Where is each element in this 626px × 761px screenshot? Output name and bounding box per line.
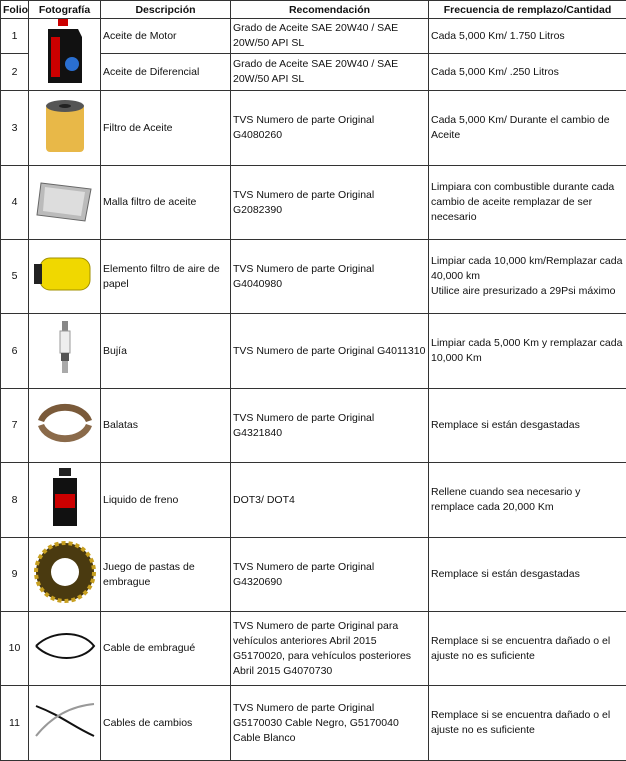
folio-cell: 6 — [1, 314, 29, 389]
recommendation-cell: TVS Numero de parte Original G4040980 — [231, 240, 429, 314]
frequency-cell: Remplace si se encuentra dañado o el ajuste no es suficiente — [429, 686, 626, 761]
frequency-cell: Remplace si están desgastadas — [429, 538, 626, 612]
header-recommendation: Recomendación — [231, 1, 429, 19]
photo-cell — [29, 389, 101, 463]
recommendation-cell: TVS Numero de parte Original G5170030 Cable Negro, G5170040 Cable Blanco — [231, 686, 429, 761]
description-cell: Bujía — [101, 314, 231, 389]
recommendation-cell: TVS Numero de parte Original G4321840 — [231, 389, 429, 463]
photo-cell — [29, 612, 101, 686]
recommendation-cell: DOT3/ DOT4 — [231, 463, 429, 538]
header-frequency: Frecuencia de remplazo/Cantidad — [429, 1, 626, 19]
folio-cell: 4 — [1, 166, 29, 240]
table-row — [1, 538, 626, 612]
recommendation-cell: TVS Numero de parte Original G2082390 — [231, 166, 429, 240]
header-description: Descripción — [101, 1, 231, 19]
folio-cell: 8 — [1, 463, 29, 538]
recommendation-cell: TVS Numero de parte Original G4320690 — [231, 538, 429, 612]
table-row — [1, 463, 626, 538]
photo-cell — [29, 538, 101, 612]
frequency-cell: Limpiar cada 5,000 Km y remplazar cada 10,000 Km — [429, 314, 626, 389]
photo-cell — [29, 686, 101, 761]
folio-cell: 3 — [1, 91, 29, 166]
shift-cables-image — [32, 696, 98, 751]
folio-cell: 11 — [1, 686, 29, 761]
frequency-cell: Cada 5,000 Km/ .250 Litros — [429, 54, 626, 91]
brake-shoes-image — [32, 396, 98, 455]
photo-cell — [29, 19, 101, 91]
header-photo: Fotografía — [29, 1, 101, 19]
folio-cell: 10 — [1, 612, 29, 686]
description-cell: Malla filtro de aceite — [101, 166, 231, 240]
description-cell: Cables de cambios — [101, 686, 231, 761]
photo-cell — [29, 314, 101, 389]
table-row — [1, 166, 626, 240]
oil-filter-image — [40, 96, 90, 161]
frequency-cell: Rellene cuando sea necesario y remplace cada 20,000 Km — [429, 463, 626, 538]
table-row — [1, 686, 626, 761]
photo-cell — [29, 463, 101, 538]
clutch-plates-image — [32, 541, 98, 608]
brake-fluid-bottle-image — [45, 468, 85, 533]
spark-plug-image — [55, 319, 75, 384]
folio-cell: 7 — [1, 389, 29, 463]
header-row — [1, 1, 626, 19]
recommendation-cell: Grado de Aceite SAE 20W40 / SAE 20W/50 API SL — [231, 54, 429, 91]
description-cell: Elemento filtro de aire de papel — [101, 240, 231, 314]
recommendation-cell: TVS Numero de parte Original G4011310 — [231, 314, 429, 389]
clutch-cable-image — [32, 626, 98, 671]
description-cell: Liquido de freno — [101, 463, 231, 538]
table-row — [1, 91, 626, 166]
photo-cell — [29, 166, 101, 240]
description-cell: Aceite de Diferencial — [101, 54, 231, 91]
description-cell: Filtro de Aceite — [101, 91, 231, 166]
table-row — [1, 19, 626, 54]
frequency-cell: Limpiar cada 10,000 km/Remplazar cada 40,000 km Utilice aire presurizado a 29Psi máximo — [429, 240, 626, 314]
table-row — [1, 389, 626, 463]
description-cell: Cable de embragué — [101, 612, 231, 686]
folio-cell: 1 — [1, 19, 29, 54]
description-cell: Juego de pastas de embrague — [101, 538, 231, 612]
header-folio: Folio — [1, 1, 29, 19]
table-row — [1, 314, 626, 389]
recommendation-cell: TVS Numero de parte Original para vehículos anteriores Abril 2015 G5170020, para vehículos posteriores Abril 2015 G4070730 — [231, 612, 429, 686]
recommendation-cell: TVS Numero de parte Original G4080260 — [231, 91, 429, 166]
table-row — [1, 612, 626, 686]
photo-cell — [29, 91, 101, 166]
folio-cell: 5 — [1, 240, 29, 314]
description-cell: Aceite de Motor — [101, 19, 231, 54]
frequency-cell: Remplace si están desgastadas — [429, 389, 626, 463]
air-filter-image — [32, 252, 98, 301]
recommendation-cell: Grado de Aceite SAE 20W40 / SAE 20W/50 API SL — [231, 19, 429, 54]
photo-cell — [29, 240, 101, 314]
table-row — [1, 240, 626, 314]
oil-filter-mesh-image — [33, 175, 97, 230]
folio-cell: 9 — [1, 538, 29, 612]
frequency-cell: Limpiara con combustible durante cada cambio de aceite remplazar de ser necesario — [429, 166, 626, 240]
description-cell: Balatas — [101, 389, 231, 463]
frequency-cell: Cada 5,000 Km/ Durante el cambio de Aceite — [429, 91, 626, 166]
motor-oil-bottle-image — [42, 19, 88, 90]
frequency-cell: Remplace si se encuentra dañado o el ajuste no es suficiente — [429, 612, 626, 686]
folio-cell: 2 — [1, 54, 29, 91]
frequency-cell: Cada 5,000 Km/ 1.750 Litros — [429, 19, 626, 54]
